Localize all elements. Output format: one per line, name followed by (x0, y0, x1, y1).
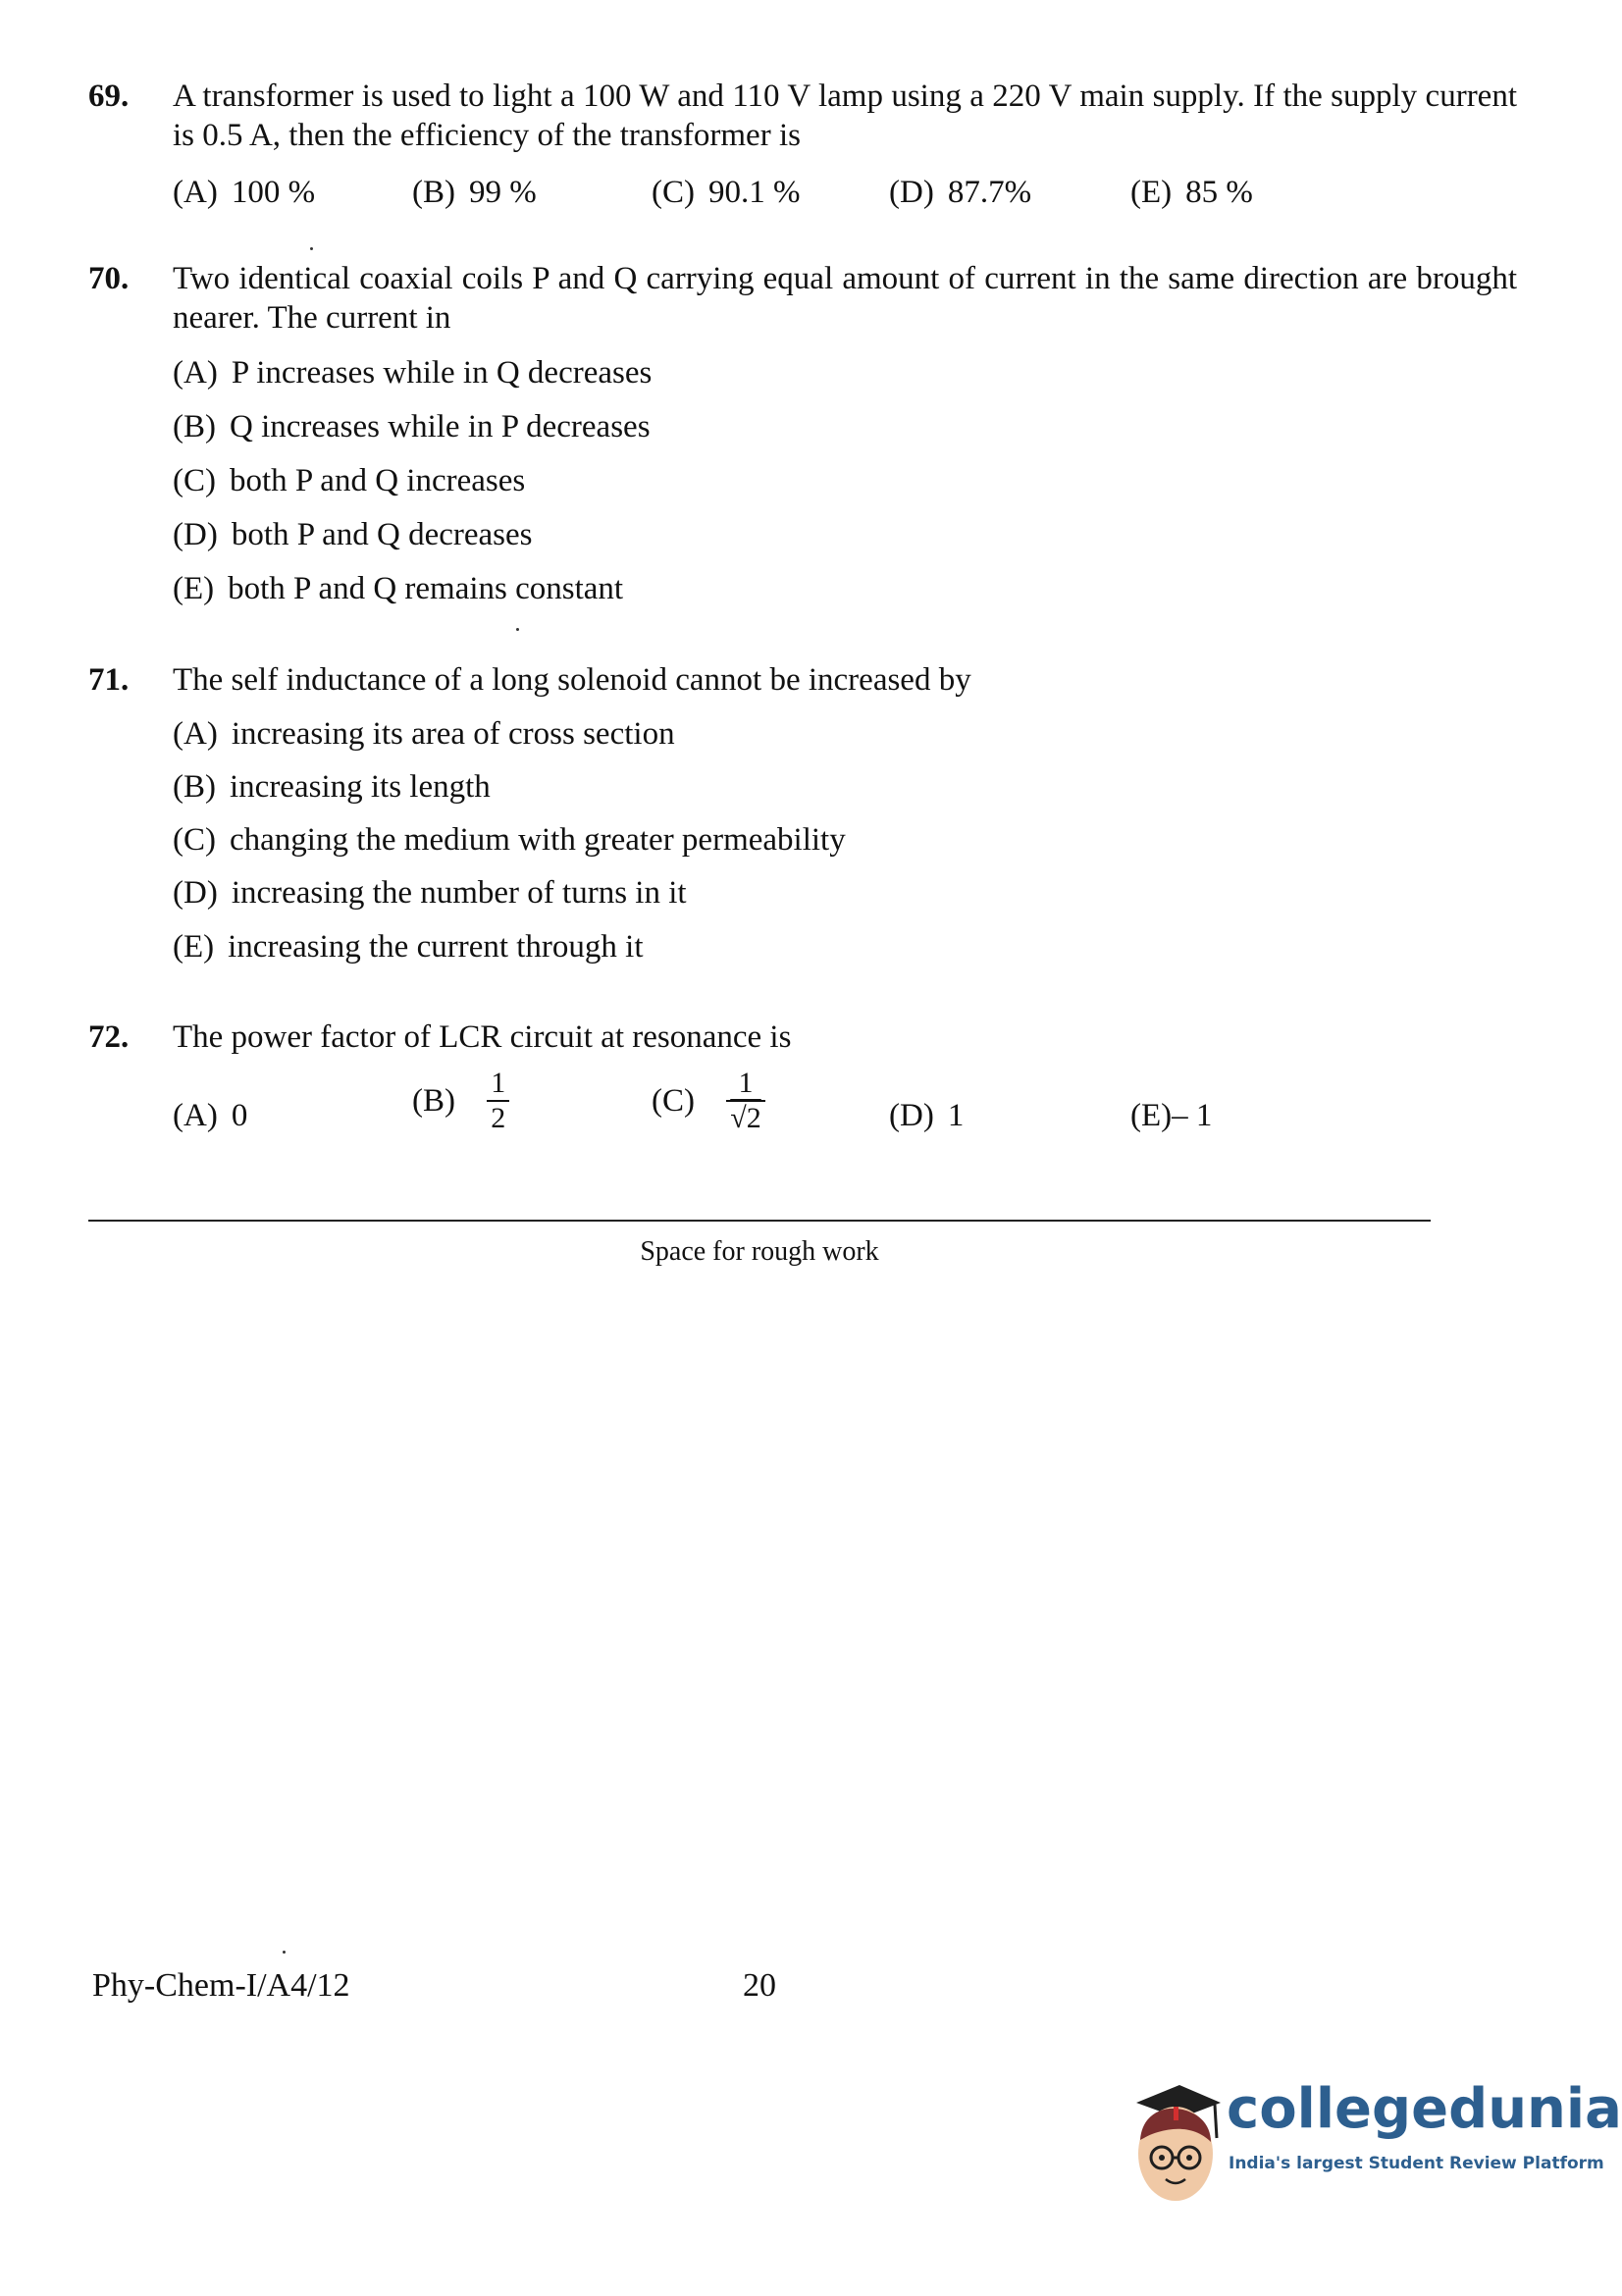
scan-speck (516, 628, 519, 631)
option-a: (A) P increases while in Q decreases (173, 355, 653, 391)
option-b: (B) $\frac{1}{2}$ (412, 1067, 509, 1135)
option-e: (E) both P and Q remains constant (173, 571, 624, 606)
question-text: The power factor of LCR circuit at resonance is (173, 1019, 792, 1055)
option-e: (E)– 1 (1130, 1098, 1213, 1133)
brand-tagline: India's largest Student Review Platform (1229, 2154, 1604, 2173)
options-row (173, 173, 1448, 216)
option-d: (D) 1 (889, 1098, 965, 1133)
option-c: (C) $\frac{1}{√2}$ (652, 1067, 765, 1135)
question-number: 69. (88, 78, 130, 114)
page-number: 20 (743, 1967, 776, 2004)
option-d: (D) both P and Q decreases (173, 517, 533, 552)
option-a: (A) 100 % (173, 175, 316, 210)
question-text: The self inductance of a long solenoid cannot be increased by (173, 662, 971, 698)
option-c: (C) changing the medium with greater permeability (173, 822, 846, 858)
brand-name: collegedunia (1227, 2077, 1622, 2141)
option-b: (B) increasing its length (173, 769, 491, 805)
option-c: (C) both P and Q increases (173, 463, 526, 498)
question-text: A transformer is used to light a 100 W and 110 V lamp using a 220 V main supply. If the supply current is 0.5 A, then the efficiency of the transformer is (173, 78, 1517, 153)
option-a: (A) 0 (173, 1098, 248, 1133)
divider-line (88, 1220, 1431, 1222)
option-d: (D) increasing the number of turns in it (173, 875, 687, 911)
scan-speck (283, 1951, 286, 1954)
option-d: (D) 87.7% (889, 175, 1032, 210)
question-number: 72. (88, 1019, 130, 1055)
options-row (173, 1067, 1448, 1155)
question-number: 70. (88, 261, 130, 296)
fraction-one-over-root-two: $\frac{1}{√2}$ (726, 1067, 764, 1135)
option-e: (E) 85 % (1130, 175, 1253, 210)
scan-speck (310, 247, 313, 250)
fraction-one-half: $\frac{1}{2}$ (487, 1067, 509, 1135)
option-a: (A) increasing its area of cross section (173, 716, 675, 752)
option-b: (B) Q increases while in P decreases (173, 409, 651, 444)
collegedunia-logo (1119, 2056, 1622, 2213)
paper-code: Phy-Chem-I/A4/12 (92, 1967, 350, 2004)
option-c: (C) 90.1 % (652, 175, 801, 210)
rough-work-label: Space for rough work (640, 1236, 879, 1267)
option-e: (E) increasing the current through it (173, 929, 644, 965)
question-number: 71. (88, 662, 130, 698)
mascot-icon (1119, 2056, 1227, 2213)
option-b: (B) 99 % (412, 175, 537, 210)
question-text: Two identical coaxial coils P and Q carrying equal amount of current in the same direction are brought nearer. The current in (173, 261, 1517, 336)
